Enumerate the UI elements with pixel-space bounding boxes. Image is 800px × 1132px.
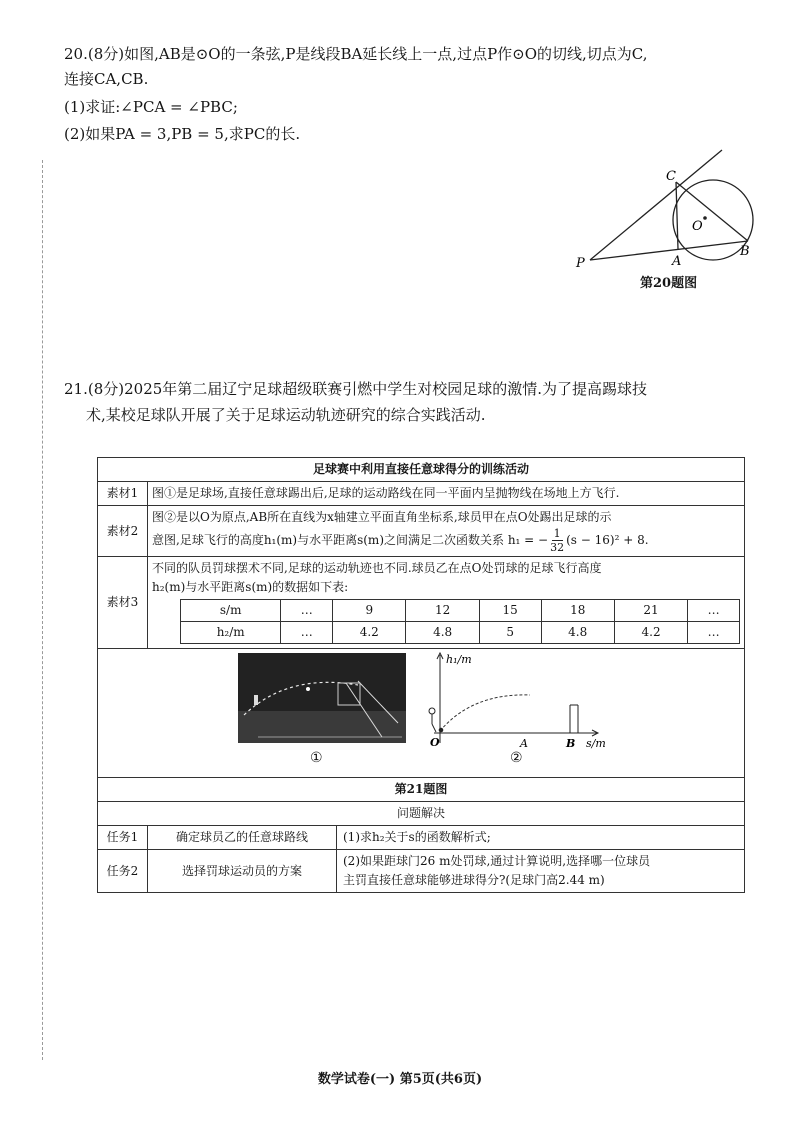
data-row-4: 5 (479, 622, 541, 644)
task-1-text: (1)求h₂关于s的函数解析式; (343, 830, 491, 844)
coordinate-figure (420, 649, 620, 749)
data-header-3: 12 (406, 600, 479, 622)
task-1-name: 确定球员乙的任意球路线 (148, 826, 337, 849)
tangent-line-pc (590, 150, 722, 260)
task-1-label: 任务1 (98, 826, 148, 850)
data-header-1: … (281, 600, 333, 622)
figures-container (98, 649, 744, 777)
figure-20-caption: 第20题图 (640, 276, 698, 291)
material-3-label: 素材3 (98, 557, 148, 649)
binding-line (42, 160, 43, 1060)
trajectory-curve (440, 695, 530, 731)
q21-line-1: 21.(8分)2025年第二届辽宁足球超级联赛引燃中学生对校园足球的激情.为了提高踢球技 (64, 380, 648, 398)
x-axis-label: s/m (586, 737, 606, 749)
activity-table (97, 457, 745, 893)
q21-line-2: 术,某校足球队开展了关于足球运动轨迹研究的综合实践活动. (86, 406, 486, 424)
task-2-text-b: 主罚直接任意球能够进球得分?(足球门高2.44 m) (343, 873, 605, 887)
data-row-6: 4.2 (614, 622, 687, 644)
q20-line-2: 连接CA,CB. (64, 70, 149, 88)
material-2-formula-line (152, 527, 740, 554)
figure-21-caption: 第21题图 (98, 778, 745, 802)
material-3-text-b: h₂(m)与水平距离s(m)的数据如下表: (152, 580, 349, 594)
point-b-label: B (566, 737, 576, 749)
material-2-text-b: 意图,足球飞行的高度h₁(m)与水平距离s(m)之间满足二次函数关系 h₁ = − (152, 533, 549, 547)
page-footer: 数学试卷(一) 第5页(共6页) (317, 1072, 483, 1087)
soccer-field-photo (238, 653, 406, 743)
problem-solving-header: 问题解决 (98, 802, 745, 826)
data-table (180, 599, 740, 644)
material-1-label: 素材1 (98, 482, 148, 506)
task-1-cell (148, 826, 745, 850)
material-2-text-c: (s − 16)² + 8. (566, 533, 649, 547)
figure-label-1: ① (310, 750, 323, 766)
figures-row (98, 649, 745, 778)
data-header-6: 21 (614, 600, 687, 622)
data-row-7: … (688, 622, 740, 644)
figure-label-2: ② (510, 750, 523, 766)
material-2-cell (148, 506, 745, 557)
task-2-label: 任务2 (98, 850, 148, 893)
q20-part-2: (2)如果PA = 3,PB = 5,求PC的长. (64, 125, 301, 143)
fraction (550, 527, 564, 554)
y-axis-label: h₁/m (446, 653, 472, 666)
label-p: P (576, 256, 585, 271)
task-2-text-a: (2)如果距球门26 m处罚球,通过计算说明,选择哪一位球员 (343, 854, 651, 868)
origin-label: O (430, 736, 440, 749)
material-1-text: 图①是足球场,直接任意球踢出后,足球的运动路线在同一平面内呈抛物线在场地上方飞行. (148, 482, 745, 506)
label-c: C (666, 169, 676, 184)
player-leg (432, 724, 436, 732)
data-header-2: 9 (333, 600, 406, 622)
material-2-label: 素材2 (98, 506, 148, 557)
task-2-cell (148, 850, 745, 893)
material-3-text-a: 不同的队员罚球摆术不同,足球的运动轨迹也不同.球员乙在点O处罚球的足球飞行高度 (152, 561, 602, 575)
data-row-0: h₂/m (181, 622, 281, 644)
label-b: B (740, 244, 750, 259)
secant-line-pb (590, 241, 748, 260)
label-a: A (672, 254, 682, 269)
task-2-text-wrap (337, 850, 656, 892)
soccer-field-illustration (238, 653, 406, 743)
center-dot (703, 216, 707, 220)
data-header-7: … (688, 600, 740, 622)
point-a-label: A (520, 737, 528, 749)
data-row-2: 4.2 (333, 622, 406, 644)
data-row-3: 4.8 (406, 622, 479, 644)
material-3-cell (148, 557, 745, 649)
q20-part-1: (1)求证:∠PCA = ∠PBC; (64, 98, 238, 116)
ball (439, 728, 444, 733)
material-2-text-a: 图②是以O为原点,AB所在直线为x轴建立平面直角坐标系,球员甲在点O处踢出足球的示 (152, 510, 612, 524)
table-title: 足球赛中利用直接任意球得分的训练活动 (98, 458, 745, 482)
data-row-5: 4.8 (541, 622, 614, 644)
task-2-name: 选择罚球运动员的方案 (148, 850, 337, 892)
player-head (429, 708, 435, 714)
label-o: O (692, 219, 703, 234)
fraction-denominator: 32 (550, 541, 565, 554)
data-header-0: s/m (181, 600, 281, 622)
q20-line-1: 20.(8分)如图,AB是⊙O的一条弦,P是线段BA延长线上一点,过点P作⊙O的切线,切点为C, (64, 45, 648, 63)
data-header-5: 18 (541, 600, 614, 622)
segment-cb (676, 182, 748, 241)
fraction-numerator: 1 (553, 527, 561, 540)
segment-ca (676, 182, 678, 249)
data-header-4: 15 (479, 600, 541, 622)
data-row-1: … (281, 622, 333, 644)
